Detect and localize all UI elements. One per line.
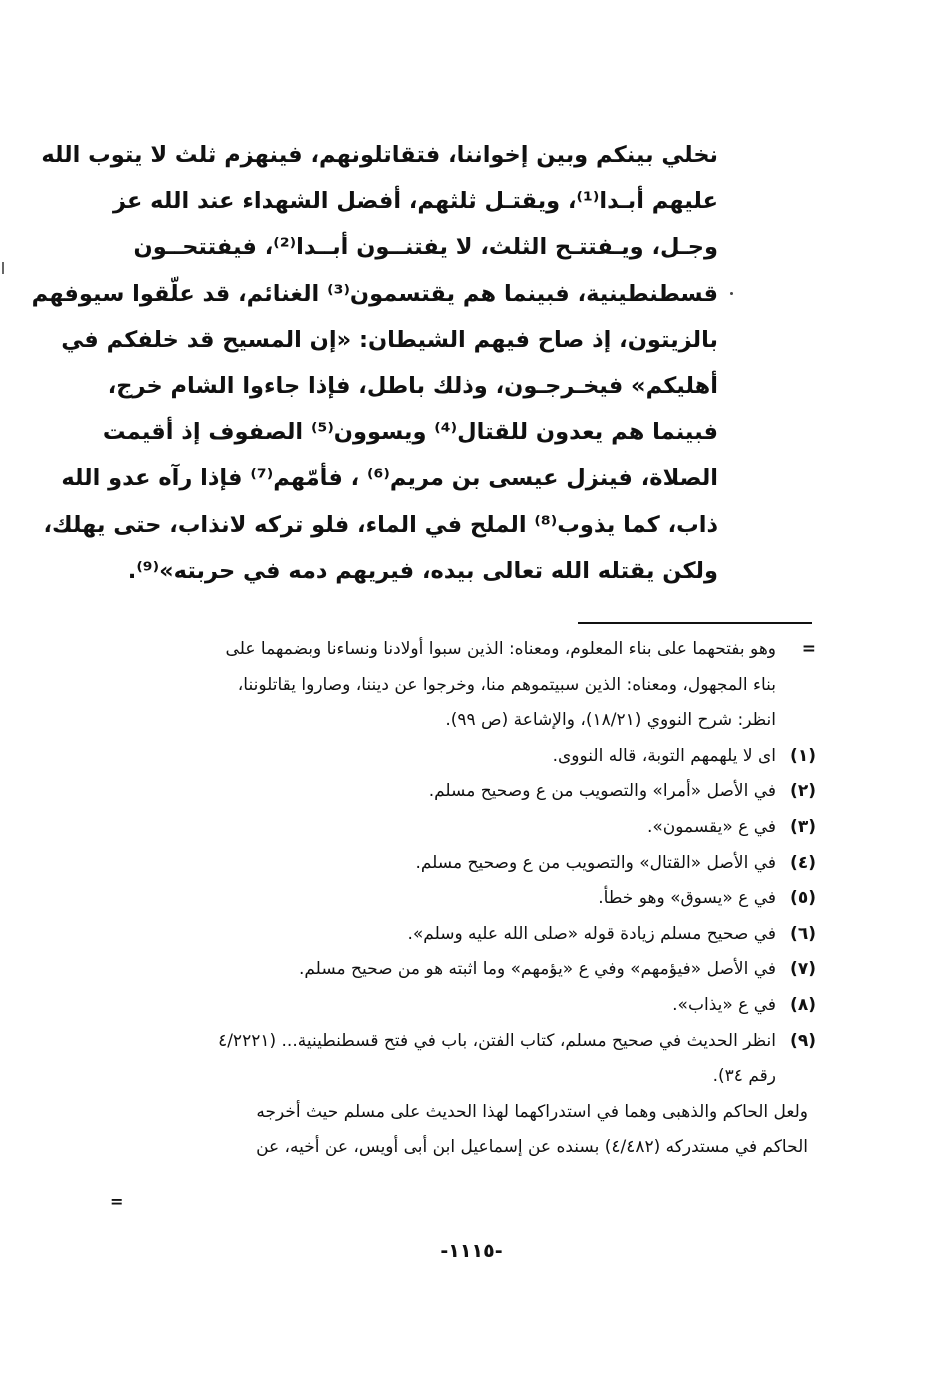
footnote-number: (٦) <box>790 923 816 944</box>
footnote-number: (٩) <box>790 1030 816 1051</box>
footnote-continuation-line: =وهو بفتحهما على بناء المعلوم، ومعناه: الذين سبوا أولادنا ونساءنا وبضمهما على <box>100 632 816 668</box>
footnote-closing-line: ولعل الحاكم والذهبى وهما في استدراكهما لهذا الحديث على مسلم حيث أخرجه <box>256 1101 808 1122</box>
next-page-continuation-mark: = <box>110 1192 124 1211</box>
footnote-number: (١) <box>790 745 816 766</box>
footnote-number: (٢) <box>790 781 816 802</box>
footnote-text: في ع «يذاب». <box>672 994 776 1015</box>
footnote-continuation-line: رقم ٣٤). <box>712 1066 776 1087</box>
page-number: -١١١٥- <box>440 1240 503 1262</box>
footnote-item <box>100 810 816 846</box>
main-text-line: ذاب، كما يذوب⁽⁸⁾ الملح في الماء، فلو تركه لانذاب، حتى يهلك، <box>43 511 718 538</box>
footnote-number: (٧) <box>790 959 816 980</box>
footnote-item <box>100 739 816 775</box>
margin-dot <box>730 292 733 295</box>
main-text-line: نخلي بينكم وبين إخواننا، فتقاتلونهم، فينهزم ثلث لا يتوب الله <box>41 142 718 168</box>
footnote-separator <box>578 622 812 624</box>
footnote-continuation-line: بناء المجهول، ومعناه: الذين سبيتموهم منا، وخرجوا عن ديننا، وصاروا يقاتلوننا، <box>237 674 776 695</box>
footnote-item <box>100 881 816 917</box>
footnote-text: في صحيح مسلم زيادة قوله «صلى الله عليه وسلم». <box>407 923 776 944</box>
footnote-text: في ع «يسوق» وهو خطأ. <box>598 888 776 909</box>
footnote-number: (٥) <box>790 888 816 909</box>
main-text-line: قسطنطينية، فبينما هم يقتسمون⁽³⁾ الغنائم، قد علّقوا سيوفهم <box>31 280 718 307</box>
footnote-item <box>100 846 816 882</box>
footnote-item <box>100 952 816 988</box>
main-text-line: عليهم أبـدا⁽¹⁾، ويقتـل ثلثهم، أفضل الشهداء عند الله عز <box>112 188 718 215</box>
footnote-text: في الأصل «أمرا» والتصويب من ع وصحيح مسلم. <box>428 781 776 802</box>
edge-mark <box>2 262 4 274</box>
footnote-item <box>100 1024 816 1060</box>
main-text-line: ولكن يقتله الله تعالى بيده، فيريهم دمه في حربته»⁽⁹⁾. <box>127 557 718 584</box>
footnote-number: (٨) <box>790 994 816 1015</box>
footnote-text: انظر الحديث في صحيح مسلم، كتاب الفتن، باب في فتح قسطنطينية... (٤/٢٢٢١ <box>218 1030 776 1051</box>
main-text-line: وجـل، ويـفتتـح الثلث، لا يفتنــون أبــدا⁽²⁾، فيفتتحــون <box>133 234 718 261</box>
footnote-number: (٤) <box>790 852 816 873</box>
footnote-closing-line: الحاكم في مستدركه (٤/٤٨٢) بسنده عن إسماعيل ابن أبى أويس، عن أخيه، عن <box>256 1137 808 1158</box>
footnote-number: (٣) <box>790 816 816 837</box>
main-text-line: الصلاة، فينزل عيسى بن مريم⁽⁶⁾ ، فأمّهم⁽⁷⁾ فإذا رآه عدو الله <box>61 465 718 492</box>
footnote-item <box>100 988 816 1024</box>
footnote-text: في الأصل «القتال» والتصويب من ع وصحيح مسلم. <box>415 852 776 873</box>
footnotes <box>100 632 816 1166</box>
footnote-item <box>100 774 816 810</box>
footnote-text: في الأصل «فيؤمهم» وفي ع «يؤمهم» وما اثبته هو من صحيح مسلم. <box>298 959 776 980</box>
footnote-item <box>100 917 816 953</box>
main-text <box>31 132 718 594</box>
footnote-continuation-line: انظر: شرح النووي (١٨/٢١)، والإشاعة (ص ٩٩). <box>445 710 776 731</box>
main-text-line: أهليكم» فيخـرجـون، وذلك باطل، فإذا جاءوا الشام خرج، <box>107 372 718 399</box>
continuation-mark: = <box>801 639 816 659</box>
main-text-line: بالزيتون، إذ صاح فيهم الشيطان: «إن المسيح قد خلفكم في <box>61 326 718 353</box>
footnote-text: اى لا يلهمهم التوبة، قاله النووى. <box>552 745 776 766</box>
main-text-line: فبينما هم يعدون للقتال⁽⁴⁾ ويسوون⁽⁵⁾ الصفوف إذ أقيمت <box>102 419 718 446</box>
footnote-text: في ع «يقسمون». <box>646 816 776 837</box>
